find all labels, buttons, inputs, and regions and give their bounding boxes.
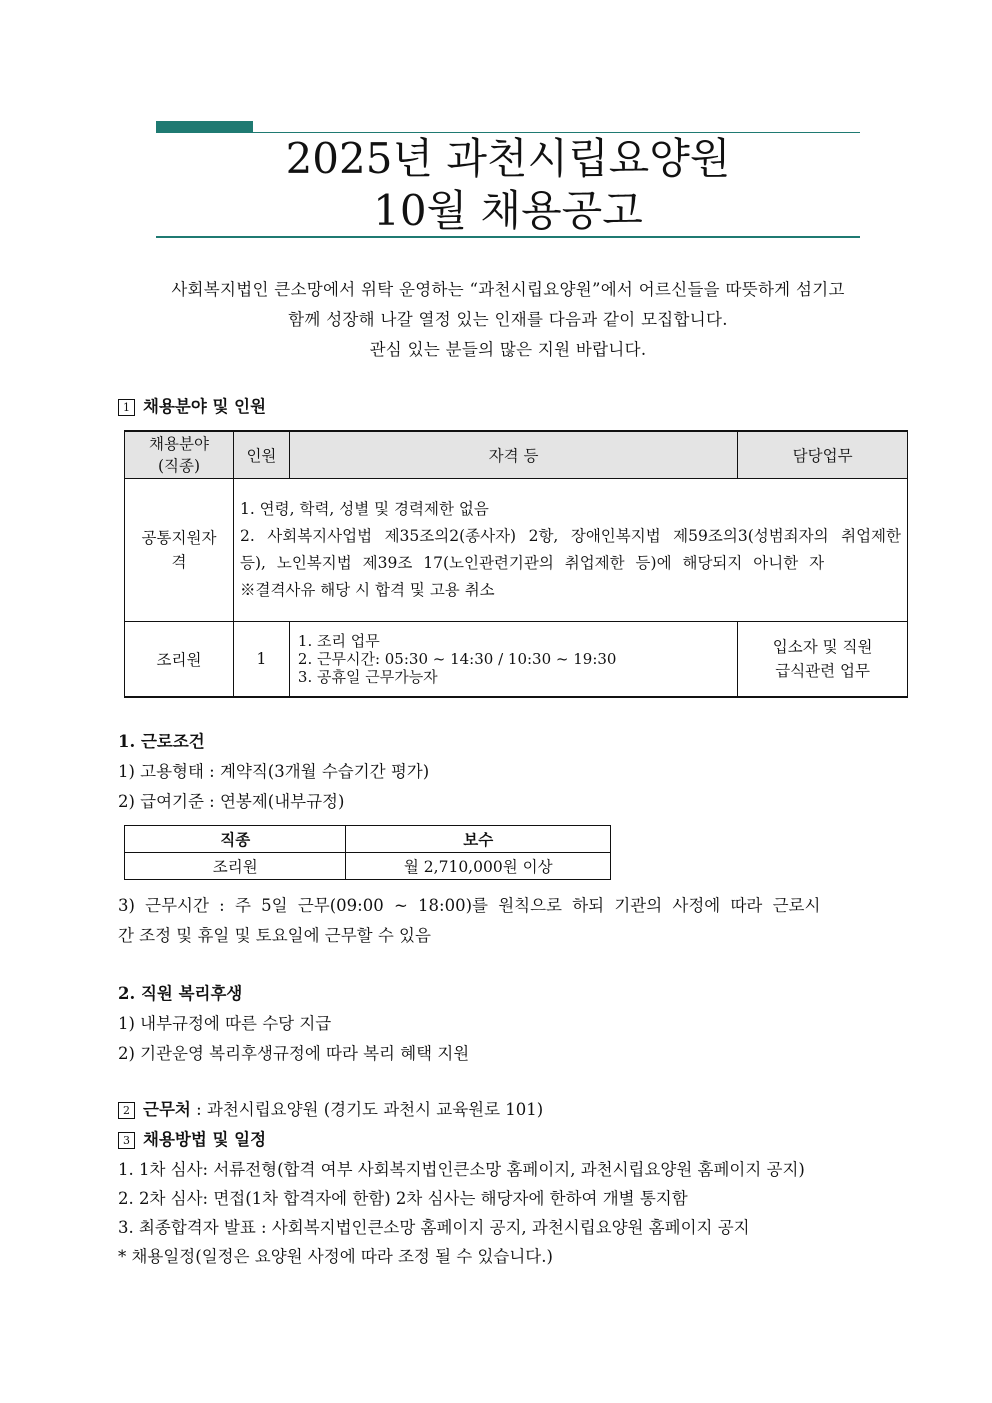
intro-line-2: 함께 성장해 나갈 열정 있는 인재를 다음과 같이 모집합니다. [288,310,728,329]
salary-basis: 2) 급여기준 : 연봉제(내부규정) [118,792,345,811]
pay-amount: 월 2,710,000원 이상 [346,853,611,880]
welfare-item-1: 1) 내부규정에 따른 수당 지급 [118,1014,332,1033]
cook-role [738,622,908,698]
cook-duties [289,622,737,698]
pay-table [124,825,611,880]
work-hours-line1: 3) 근무시간 : 주 5일 근무(09:00 ~ 18:00)를 원칙으로 하되 기관의 사정에 따라 근로시 [118,896,821,915]
header-duty: 담당업무 [738,431,908,479]
section-title: 채용분야 및 인원 [143,397,267,416]
pay-job: 조리원 [125,853,346,880]
schedule-note: * 채용일정(일정은 요양원 사정에 따라 조정 될 수 있습니다.) [118,1247,553,1266]
pay-table-row [125,853,611,880]
section-heading-process [118,1129,266,1151]
pay-header-pay: 보수 [346,826,611,853]
process-step-1: 1. 1차 심사: 서류전형(합격 여부 사회복지법인큰소망 홈페이지, 과천시립요양원 홈페이지 공지) [118,1160,805,1179]
cook-duty-1: 1. 조리 업무 [297,632,380,650]
cook-role-2: 급식관련 업무 [775,662,870,680]
section-number-box: 2 [118,1102,135,1119]
header-count: 인원 [233,431,289,479]
workplace-label: 근무처 [143,1100,191,1119]
intro-line-1: 사회복지법인 큰소망에서 위탁 운영하는 “과천시립요양원”에서 어르신들을 따뜻하게 섬기고 [171,280,845,299]
section-number-box: 1 [118,399,135,416]
section-heading-positions [118,396,266,418]
process-step-3: 3. 최종합격자 발표 : 사회복지법인큰소망 홈페이지 공지, 과천시립요양원 홈페이지 공지 [118,1218,750,1237]
header-field [125,431,234,479]
pay-table-header [125,826,611,853]
common-qual-1: 1. 연령, 학력, 성별 및 경력제한 없음 [239,500,489,518]
header-field-text: 채용분야 (직종) [149,435,209,475]
welfare-title: 2. 직원 복리후생 [118,984,243,1003]
cook-duty-3: 3. 공휴일 근무가능자 [297,668,438,686]
common-qual-3: ※결격사유 해당 시 합격 및 고용 취소 [239,581,495,599]
cook-label: 조리원 [125,622,234,698]
pay-header-job: 직종 [125,826,346,853]
common-label-cell [125,479,234,622]
employment-type: 1) 고용형태 : 계약직(3개월 수습기간 평가) [118,762,430,781]
work-hours-line2: 간 조정 및 휴일 및 토요일에 근무할 수 있음 [118,926,431,945]
process-step-2: 2. 2차 심사: 면접(1차 합격자에 한함) 2차 심사는 해당자에 한하여 개별 통지함 [118,1189,688,1208]
common-label: 공통지원자격 [141,529,217,571]
common-qualifications [233,479,907,622]
cook-count: 1 [233,622,289,698]
section-heading-workplace [118,1099,543,1121]
cook-duty-2: 2. 근무시간: 05:30 ~ 14:30 / 10:30 ~ 19:30 [297,650,617,668]
title-rule-top [253,132,860,133]
intro-line-3: 관심 있는 분들의 많은 지원 바랍니다. [369,340,647,359]
header-qualification: 자격 등 [289,431,737,479]
title-accent-bar [156,121,253,133]
positions-table [124,430,908,698]
conditions-title: 1. 근로조건 [118,732,205,751]
process-title: 채용방법 및 일정 [143,1130,267,1149]
title-rule-bottom [156,236,860,238]
table-row-common [125,479,908,622]
cook-role-1: 입소자 및 직원 [772,638,873,656]
table-row-cook [125,622,908,698]
common-qual-2: 2. 사회복지사업법 제35조의2(종사자) 2항, 장애인복지법 제59조의3(성범죄자의 취업제한 등), 노인복지법 제39조 17(노인관련기관의 취업제한 등)에 해당되지 아니한 자 [239,527,901,572]
workplace-address: : 과천시립요양원 (경기도 과천시 교육원로 101) [190,1100,544,1119]
page-title-line1: 2025년 과천시립요양원 [285,134,731,183]
page-title-line2: 10월 채용공고 [373,186,643,235]
section-number-box: 3 [118,1132,135,1149]
welfare-item-2: 2) 기관운영 복리후생규정에 따라 복리 혜택 지원 [118,1044,470,1063]
table-header-row [125,431,908,479]
